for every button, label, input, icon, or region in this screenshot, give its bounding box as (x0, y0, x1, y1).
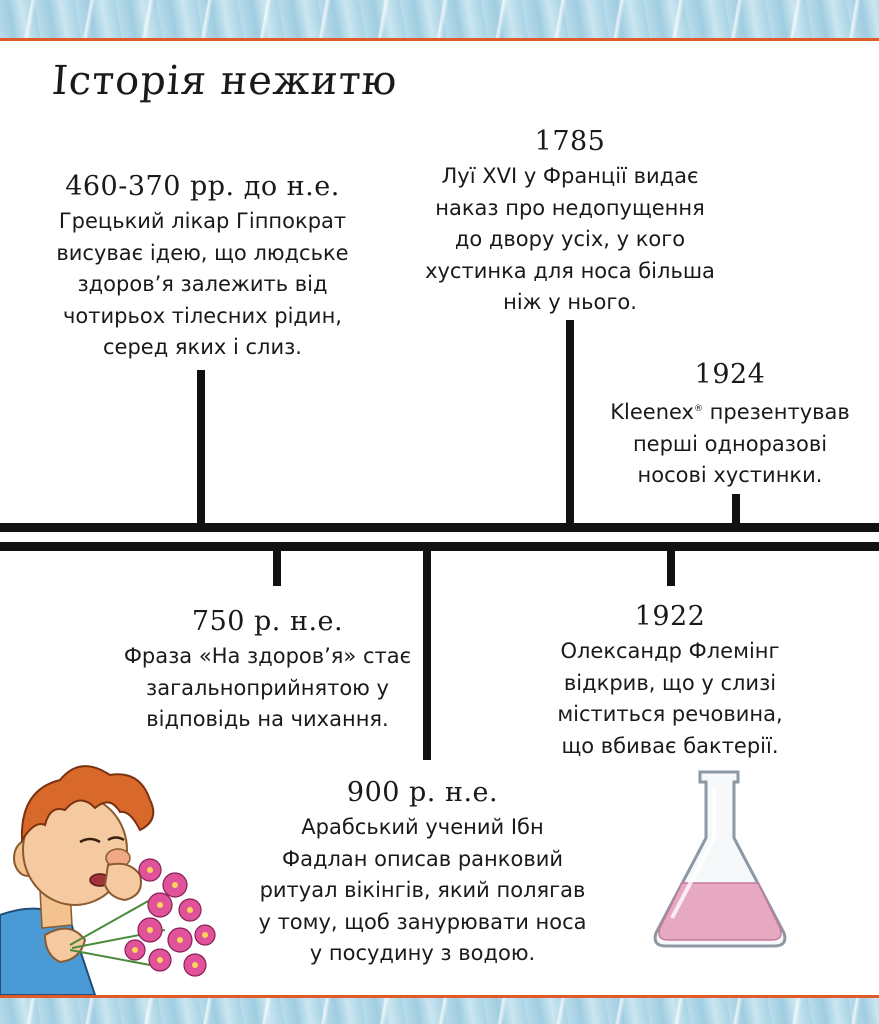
entry-text: Фраза «На здоров’я» стає загальноприйнятою у відповідь на чихання. (123, 644, 412, 731)
entry-text (595, 394, 865, 492)
entry-text: Олександр Флемінг відкрив, що у слизі міститься речовина, що вбиває бактерії. (557, 639, 783, 758)
brand-kleenex: Kleenex (610, 400, 694, 424)
erlenmeyer-flask-illustration (650, 768, 790, 950)
entry-year: 460-370 рр. до н.е. (65, 171, 340, 202)
entry-year: 750 р. н.е. (191, 606, 344, 637)
timeline-entry-460bc (40, 170, 365, 364)
timeline-entry-750 (95, 605, 440, 736)
timeline-entry-1785 (400, 125, 740, 319)
entry-year: 1922 (634, 601, 706, 632)
entry-text: Арабський учений Ібн Фадлан описав ранковий ритуал вікінгів, який полягав у тому, щоб занурювати носа у посудину з водою. (258, 815, 587, 965)
connector-750 (273, 550, 281, 586)
entry-text: Луї XVI у Франції видає наказ про недопущення до двору усіх, у кого хустинка для носа більша ніж у нього. (425, 164, 715, 314)
timeline-lower-line (0, 542, 879, 551)
entry-text: Грецький лікар Гіппократ висуває ідею, що людське здоров’я залежить від чотирьох тілесних рідин, серед яких і слиз. (56, 209, 349, 359)
timeline-entry-1924 (595, 358, 865, 492)
connector-1785 (566, 320, 574, 525)
entry-year: 900 р. н.е. (346, 777, 499, 808)
top-orange-rule (0, 38, 879, 41)
entry-year: 1924 (694, 359, 766, 390)
timeline-entry-1922 (530, 600, 810, 762)
connector-460bc (197, 370, 205, 525)
connector-1922 (667, 550, 675, 586)
timeline-upper-line (0, 523, 879, 532)
sneezing-boy-illustration (0, 750, 240, 995)
page-title: Історія нежитю (50, 58, 400, 104)
bottom-decorative-band (0, 998, 879, 1024)
connector-1924 (732, 494, 740, 525)
registered-mark: ® (693, 404, 703, 414)
entry-text-rest: презентував перші одноразові носові хустинки. (632, 400, 850, 487)
top-decorative-band (0, 0, 879, 38)
entry-year: 1785 (534, 126, 606, 157)
timeline-entry-900 (255, 776, 590, 970)
